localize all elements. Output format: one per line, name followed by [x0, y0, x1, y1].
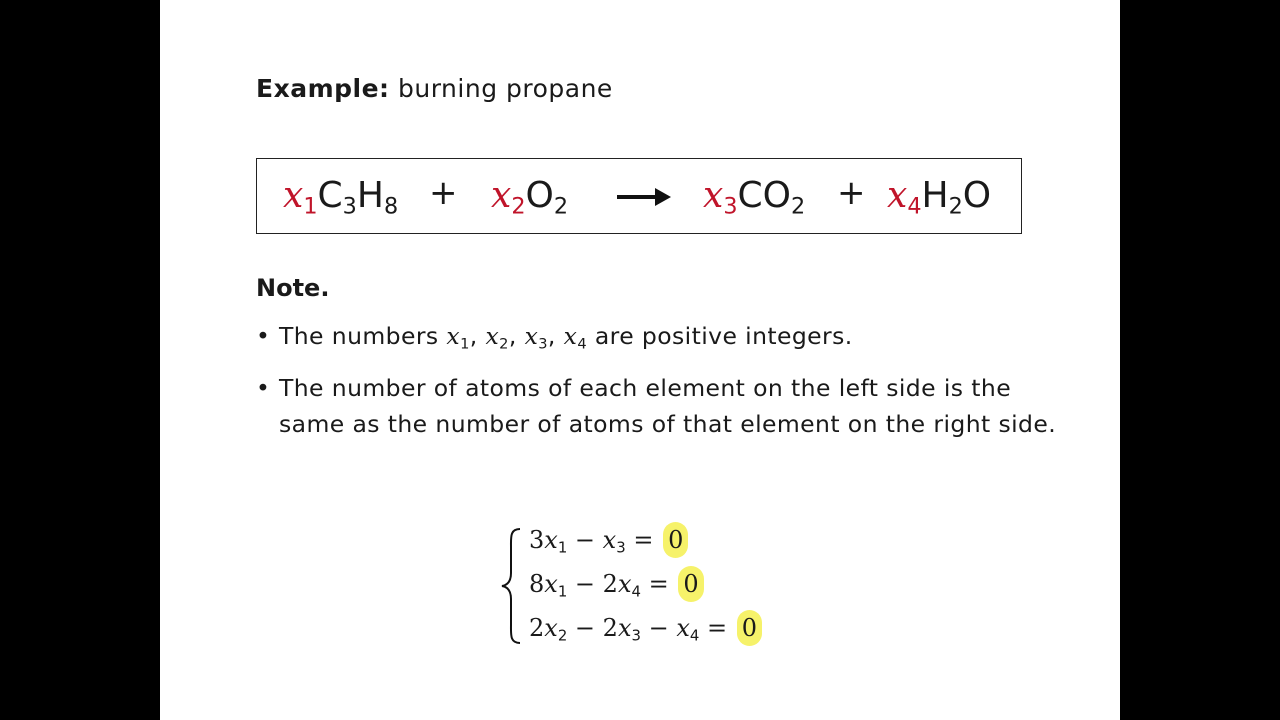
slide-heading: [256, 74, 613, 103]
system-row-1: $3x_1 - x_3 = 0$: [529, 522, 688, 558]
bullet-item: • The numbers $x_1$, $x_2$, $x_3$, $x_4$ are positive integers.: [256, 318, 853, 354]
bullet-icon: •: [256, 374, 271, 402]
reaction-arrow-icon: [617, 195, 667, 199]
bullet-item: • The number of atoms of each element on the left side is the same as the number of atoms of that element on the right side.: [256, 370, 1056, 442]
highlighted-zero: 0: [678, 566, 703, 602]
equation-system: [500, 522, 800, 652]
coefficient-x3: $x_3$: [703, 175, 738, 220]
term-carbon-dioxide: $x_3CO_2$: [703, 175, 806, 220]
coefficient-x4: $x_4$: [887, 175, 922, 220]
note-title: Note.: [256, 274, 330, 302]
highlighted-zero: 0: [663, 522, 688, 558]
highlighted-zero: 0: [737, 610, 762, 646]
term-water: $x_4H_2O$: [887, 175, 992, 220]
system-row-3: $2x_2 - 2x_3 - x_4 = 0$: [529, 610, 762, 646]
term-oxygen: $x_2O_2$: [491, 175, 569, 220]
system-row-2: $8x_1 - 2x_4 = 0$: [529, 566, 704, 602]
slide: [160, 0, 1120, 720]
plus-sign: +: [429, 173, 458, 213]
left-brace-icon: [500, 527, 522, 645]
heading-label: Example:: [256, 74, 390, 103]
plus-sign: +: [837, 173, 866, 213]
reaction-equation-box: [256, 158, 1022, 234]
coefficient-x2: $x_2$: [491, 175, 526, 220]
heading-text: burning propane: [398, 74, 613, 103]
coefficient-x1: $x_1$: [283, 175, 318, 220]
term-propane: $x_1C_3H_8$: [283, 175, 399, 220]
bullet-icon: •: [256, 322, 271, 350]
